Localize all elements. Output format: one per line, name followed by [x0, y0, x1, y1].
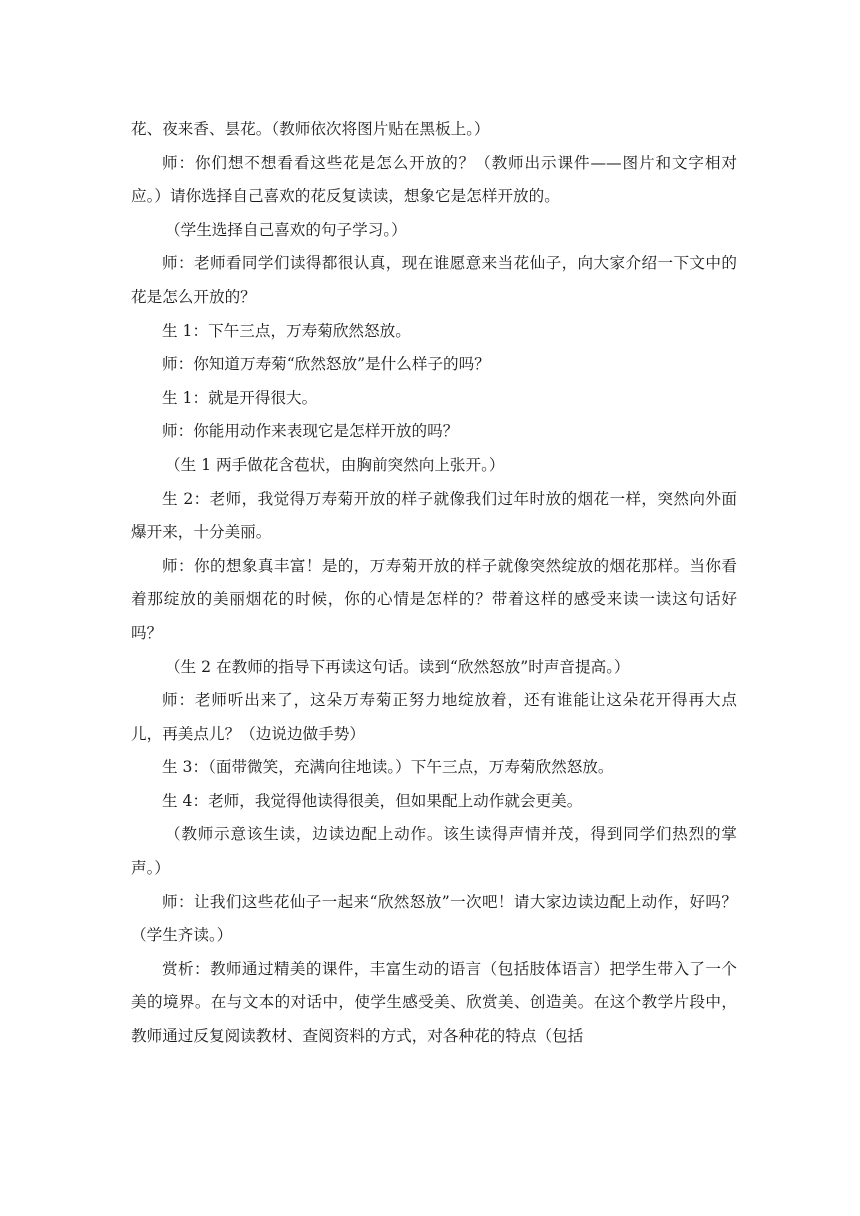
paragraph: （生 2 在教师的指导下再读这句话。读到“欣然怒放”时声音提高。） [165, 657, 630, 676]
paragraph: （学生选择自己喜欢的句子学习。） [165, 220, 407, 239]
paragraph: 赏析：教师通过精美的课件，丰富生动的语言（包括肢体语言）把学生带入了一个美的境界。在与文本的对话中，使学生感受美、欣赏美、创造美。在这个教学片段中，教师通过反复阅读教材、查阅资料的方式，对各种花的特点（包括 [131, 959, 737, 1046]
paragraph: 生 1：下午三点，万寿菊欣然怒放。 [162, 321, 411, 340]
paragraph: 师：让我们这些花仙子一起来“欣然怒放”一次吧！请大家边读边配上动作，好吗？（学生齐读。） [131, 892, 737, 945]
paragraph: （教师示意该生读，边读边配上动作。该生读得声情并茂，得到同学们热烈的掌声。） [131, 825, 737, 878]
paragraph: 生 4：老师，我觉得他读得很美，但如果配上动作就会更美。 [162, 791, 583, 810]
paragraph: 花、夜来香、昙花。（教师依次将图片贴在黑板上。） [131, 120, 490, 138]
paragraph: 师：你的想象真丰富！是的，万寿菊开放的样子就像突然绽放的烟花那样。当你看着那绽放的美丽烟花的时候，你的心情是怎样的？带着这样的感受来读一读这句话好吗？ [131, 556, 737, 642]
paragraph: （生 1 两手做花含苞状，由胸前突然向上张开。） [165, 455, 505, 474]
paragraph: 生 2：老师，我觉得万寿菊开放的样子就像我们过年时放的烟花一样，突然向外面爆开来，十分美丽。 [131, 489, 737, 542]
paragraph: 师：你知道万寿菊“欣然怒放”是什么样子的吗？ [162, 355, 490, 374]
paragraph: 师：老师看同学们读得都很认真，现在谁愿意来当花仙子，向大家介绍一下文中的花是怎么开放的？ [131, 254, 737, 306]
paragraph: 师：你们想不想看看这些花是怎么开放的？（教师出示课件——图片和文字相对应。）请你选择自己喜欢的花反复读读，想象它是怎样开放的。 [131, 153, 737, 206]
paragraph: 生 3：（面带微笑，充满向往地读。）下午三点，万寿菊欣然怒放。 [162, 758, 614, 777]
paragraph: 生 1：就是开得很大。 [162, 388, 318, 407]
paragraph: 师：你能用动作来表现它是怎样开放的吗？ [162, 422, 459, 441]
paragraph: 师：老师听出来了，这朵万寿菊正努力地绽放着，还有谁能让这朵花开得再大点儿，再美点儿？（边说边做手势） [131, 691, 737, 743]
document-page [131, 113, 737, 1054]
